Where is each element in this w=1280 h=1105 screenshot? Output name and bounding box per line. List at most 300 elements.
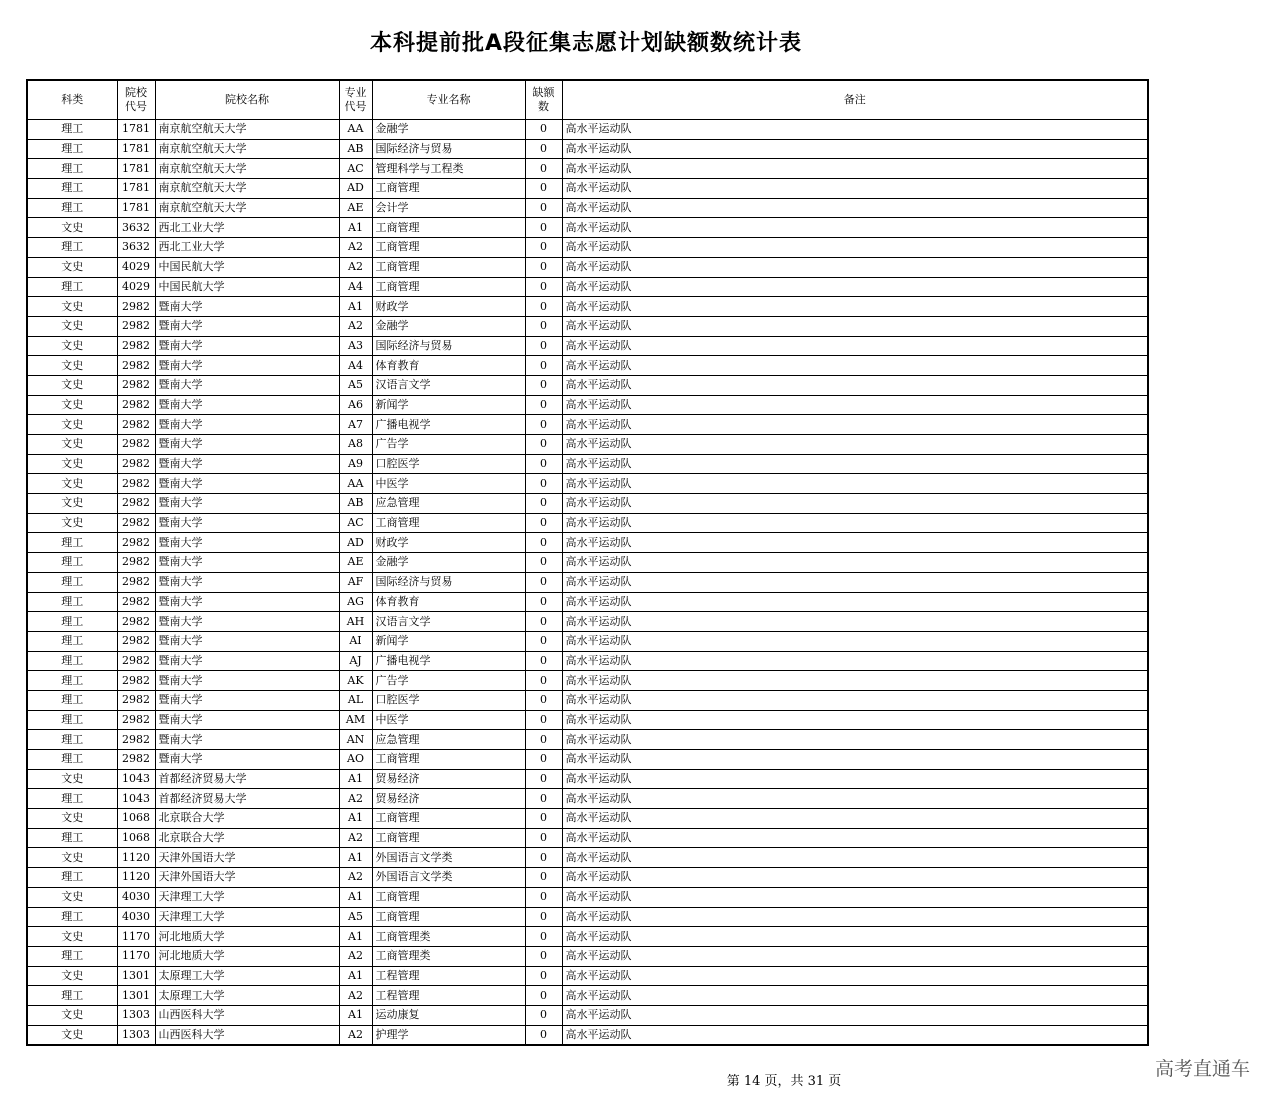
- cell-school-name: 中国民航大学: [155, 257, 339, 277]
- cell-shortfall: 0: [525, 454, 562, 474]
- cell-major-code: A1: [339, 887, 372, 907]
- cell-school-code: 2982: [117, 730, 155, 750]
- cell-shortfall: 0: [525, 1025, 562, 1045]
- cell-category: 文史: [27, 809, 117, 829]
- table-row: [27, 750, 1148, 770]
- header-school-name: 院校名称: [155, 80, 339, 120]
- cell-school-code: 2982: [117, 690, 155, 710]
- cell-school-name: 暨南大学: [155, 316, 339, 336]
- cell-shortfall: 0: [525, 375, 562, 395]
- cell-major-name: 汉语言文学: [372, 612, 525, 632]
- cell-major-code: A3: [339, 336, 372, 356]
- cell-major-code: AI: [339, 631, 372, 651]
- cell-major-name: 财政学: [372, 297, 525, 317]
- header-major-name: 专业名称: [372, 80, 525, 120]
- table-row: [27, 179, 1148, 199]
- cell-school-code: 1781: [117, 179, 155, 199]
- cell-school-name: 暨南大学: [155, 750, 339, 770]
- cell-shortfall: 0: [525, 986, 562, 1006]
- cell-school-name: 暨南大学: [155, 513, 339, 533]
- cell-school-name: 暨南大学: [155, 730, 339, 750]
- cell-school-code: 1301: [117, 986, 155, 1006]
- cell-major-code: A7: [339, 415, 372, 435]
- cell-remarks: 高水平运动队: [562, 435, 1148, 455]
- cell-major-name: 工商管理: [372, 887, 525, 907]
- cell-remarks: 高水平运动队: [562, 986, 1148, 1006]
- cell-major-code: A1: [339, 809, 372, 829]
- cell-major-code: AD: [339, 533, 372, 553]
- cell-shortfall: 0: [525, 887, 562, 907]
- table-row: [27, 553, 1148, 573]
- cell-school-code: 1068: [117, 828, 155, 848]
- cell-category: 文史: [27, 375, 117, 395]
- cell-shortfall: 0: [525, 966, 562, 986]
- cell-school-name: 天津外国语大学: [155, 848, 339, 868]
- table-row: [27, 375, 1148, 395]
- cell-remarks: 高水平运动队: [562, 966, 1148, 986]
- table-row: [27, 671, 1148, 691]
- cell-major-code: AG: [339, 592, 372, 612]
- cell-shortfall: 0: [525, 356, 562, 376]
- cell-remarks: 高水平运动队: [562, 927, 1148, 947]
- cell-school-code: 2982: [117, 513, 155, 533]
- cell-major-name: 广告学: [372, 435, 525, 455]
- cell-school-name: 暨南大学: [155, 533, 339, 553]
- cell-major-name: 管理科学与工程类: [372, 159, 525, 179]
- cell-school-code: 2982: [117, 533, 155, 553]
- cell-major-code: A5: [339, 375, 372, 395]
- cell-major-name: 中医学: [372, 710, 525, 730]
- cell-category: 文史: [27, 297, 117, 317]
- cell-remarks: 高水平运动队: [562, 868, 1148, 888]
- cell-shortfall: 0: [525, 710, 562, 730]
- cell-category: 文史: [27, 1025, 117, 1045]
- cell-major-name: 工商管理: [372, 218, 525, 238]
- cell-school-name: 河北地质大学: [155, 946, 339, 966]
- cell-school-name: 暨南大学: [155, 474, 339, 494]
- cell-school-code: 2982: [117, 651, 155, 671]
- table-row: [27, 513, 1148, 533]
- cell-school-code: 1781: [117, 159, 155, 179]
- table-row: [27, 316, 1148, 336]
- cell-category: 文史: [27, 927, 117, 947]
- cell-major-code: AB: [339, 139, 372, 159]
- cell-remarks: 高水平运动队: [562, 277, 1148, 297]
- cell-school-code: 4029: [117, 277, 155, 297]
- cell-category: 文史: [27, 395, 117, 415]
- cell-school-name: 北京联合大学: [155, 809, 339, 829]
- cell-shortfall: 0: [525, 612, 562, 632]
- table-body: [27, 120, 1148, 1046]
- cell-shortfall: 0: [525, 690, 562, 710]
- cell-major-code: A4: [339, 277, 372, 297]
- cell-school-name: 暨南大学: [155, 395, 339, 415]
- cell-shortfall: 0: [525, 809, 562, 829]
- cell-shortfall: 0: [525, 277, 562, 297]
- cell-major-code: A9: [339, 454, 372, 474]
- cell-major-name: 护理学: [372, 1025, 525, 1045]
- cell-major-name: 工商管理: [372, 257, 525, 277]
- cell-category: 理工: [27, 533, 117, 553]
- cell-school-name: 暨南大学: [155, 671, 339, 691]
- cell-school-name: 首都经济贸易大学: [155, 789, 339, 809]
- cell-category: 理工: [27, 592, 117, 612]
- cell-major-name: 新闻学: [372, 631, 525, 651]
- table-row: [27, 198, 1148, 218]
- cell-shortfall: 0: [525, 651, 562, 671]
- cell-major-code: A1: [339, 848, 372, 868]
- cell-major-code: A2: [339, 1025, 372, 1045]
- cell-category: 文史: [27, 966, 117, 986]
- page-title: 本科提前批A段征集志愿计划缺额数统计表: [369, 31, 803, 56]
- cell-school-code: 2982: [117, 474, 155, 494]
- cell-major-code: A2: [339, 946, 372, 966]
- cell-category: 文史: [27, 336, 117, 356]
- cell-major-code: AO: [339, 750, 372, 770]
- cell-remarks: 高水平运动队: [562, 592, 1148, 612]
- cell-remarks: 高水平运动队: [562, 218, 1148, 238]
- cell-major-code: AD: [339, 179, 372, 199]
- cell-major-name: 金融学: [372, 316, 525, 336]
- cell-category: 理工: [27, 828, 117, 848]
- cell-category: 理工: [27, 179, 117, 199]
- cell-remarks: 高水平运动队: [562, 198, 1148, 218]
- cell-school-name: 南京航空航天大学: [155, 179, 339, 199]
- cell-school-code: 2982: [117, 671, 155, 691]
- cell-major-code: A5: [339, 907, 372, 927]
- cell-major-code: AE: [339, 553, 372, 573]
- cell-major-name: 工商管理: [372, 513, 525, 533]
- cell-school-code: 4029: [117, 257, 155, 277]
- cell-category: 理工: [27, 159, 117, 179]
- cell-school-name: 河北地质大学: [155, 927, 339, 947]
- cell-major-code: AJ: [339, 651, 372, 671]
- cell-category: 理工: [27, 553, 117, 573]
- cell-school-name: 山西医科大学: [155, 1005, 339, 1025]
- cell-category: 理工: [27, 277, 117, 297]
- table-row: [27, 946, 1148, 966]
- cell-shortfall: 0: [525, 533, 562, 553]
- table-row: [27, 435, 1148, 455]
- cell-school-code: 2982: [117, 454, 155, 474]
- table-row: [27, 927, 1148, 947]
- cell-major-code: A2: [339, 316, 372, 336]
- cell-school-name: 暨南大学: [155, 356, 339, 376]
- cell-school-name: 南京航空航天大学: [155, 139, 339, 159]
- cell-major-name: 工商管理类: [372, 927, 525, 947]
- cell-shortfall: 0: [525, 238, 562, 258]
- cell-school-name: 暨南大学: [155, 710, 339, 730]
- cell-shortfall: 0: [525, 474, 562, 494]
- cell-major-code: AL: [339, 690, 372, 710]
- cell-major-name: 工商管理: [372, 179, 525, 199]
- cell-school-code: 2982: [117, 356, 155, 376]
- cell-school-code: 2982: [117, 553, 155, 573]
- cell-major-name: 广播电视学: [372, 415, 525, 435]
- cell-major-code: AH: [339, 612, 372, 632]
- cell-category: 理工: [27, 238, 117, 258]
- cell-remarks: 高水平运动队: [562, 730, 1148, 750]
- cell-school-name: 暨南大学: [155, 612, 339, 632]
- table-row: [27, 612, 1148, 632]
- cell-remarks: 高水平运动队: [562, 789, 1148, 809]
- cell-school-name: 天津外国语大学: [155, 868, 339, 888]
- cell-shortfall: 0: [525, 120, 562, 140]
- cell-category: 理工: [27, 946, 117, 966]
- cell-remarks: 高水平运动队: [562, 1025, 1148, 1045]
- cell-remarks: 高水平运动队: [562, 1005, 1148, 1025]
- cell-remarks: 高水平运动队: [562, 179, 1148, 199]
- table-row: [27, 336, 1148, 356]
- table-row: [27, 494, 1148, 514]
- cell-shortfall: 0: [525, 336, 562, 356]
- cell-remarks: 高水平运动队: [562, 907, 1148, 927]
- cell-shortfall: 0: [525, 415, 562, 435]
- table-row: [27, 887, 1148, 907]
- watermark: 高考直通车: [1154, 1058, 1250, 1080]
- cell-major-code: A1: [339, 1005, 372, 1025]
- cell-category: 理工: [27, 789, 117, 809]
- table-row: [27, 297, 1148, 317]
- table-row: [27, 533, 1148, 553]
- cell-shortfall: 0: [525, 750, 562, 770]
- table-row: [27, 651, 1148, 671]
- cell-major-code: AN: [339, 730, 372, 750]
- cell-remarks: 高水平运动队: [562, 159, 1148, 179]
- cell-shortfall: 0: [525, 159, 562, 179]
- cell-category: 文史: [27, 513, 117, 533]
- cell-major-name: 工商管理: [372, 828, 525, 848]
- cell-shortfall: 0: [525, 218, 562, 238]
- cell-school-code: 1303: [117, 1025, 155, 1045]
- cell-major-code: A1: [339, 297, 372, 317]
- cell-school-name: 南京航空航天大学: [155, 159, 339, 179]
- cell-major-name: 会计学: [372, 198, 525, 218]
- cell-category: 理工: [27, 120, 117, 140]
- cell-school-name: 太原理工大学: [155, 986, 339, 1006]
- cell-major-name: 运动康复: [372, 1005, 525, 1025]
- cell-major-code: A1: [339, 769, 372, 789]
- cell-shortfall: 0: [525, 198, 562, 218]
- table-row: [27, 769, 1148, 789]
- cell-category: 文史: [27, 769, 117, 789]
- cell-major-code: A2: [339, 789, 372, 809]
- cell-major-code: A1: [339, 927, 372, 947]
- table-row: [27, 572, 1148, 592]
- cell-shortfall: 0: [525, 297, 562, 317]
- cell-category: 理工: [27, 868, 117, 888]
- cell-school-name: 暨南大学: [155, 494, 339, 514]
- cell-school-name: 暨南大学: [155, 375, 339, 395]
- cell-shortfall: 0: [525, 828, 562, 848]
- cell-school-name: 暨南大学: [155, 435, 339, 455]
- cell-school-name: 暨南大学: [155, 454, 339, 474]
- cell-remarks: 高水平运动队: [562, 513, 1148, 533]
- cell-school-code: 2982: [117, 572, 155, 592]
- header-school-code: 院校代号: [117, 80, 155, 120]
- cell-shortfall: 0: [525, 494, 562, 514]
- cell-remarks: 高水平运动队: [562, 375, 1148, 395]
- cell-shortfall: 0: [525, 848, 562, 868]
- cell-major-code: A2: [339, 257, 372, 277]
- cell-major-name: 工程管理: [372, 986, 525, 1006]
- cell-major-code: A2: [339, 828, 372, 848]
- table-row: [27, 454, 1148, 474]
- cell-category: 文史: [27, 887, 117, 907]
- cell-major-name: 国际经济与贸易: [372, 336, 525, 356]
- cell-school-name: 山西医科大学: [155, 1025, 339, 1045]
- shortfall-table: [26, 79, 1149, 1046]
- table-row: [27, 868, 1148, 888]
- cell-category: 理工: [27, 612, 117, 632]
- cell-school-code: 3632: [117, 238, 155, 258]
- cell-remarks: 高水平运动队: [562, 612, 1148, 632]
- table-row: [27, 257, 1148, 277]
- cell-remarks: 高水平运动队: [562, 238, 1148, 258]
- table-row: [27, 139, 1148, 159]
- cell-remarks: 高水平运动队: [562, 336, 1148, 356]
- cell-school-code: 1781: [117, 120, 155, 140]
- cell-major-name: 口腔医学: [372, 454, 525, 474]
- cell-school-code: 2982: [117, 710, 155, 730]
- header-category: 科类: [27, 80, 117, 120]
- cell-shortfall: 0: [525, 927, 562, 947]
- cell-major-code: A8: [339, 435, 372, 455]
- cell-school-code: 2982: [117, 631, 155, 651]
- table-row: [27, 356, 1148, 376]
- cell-school-code: 2982: [117, 316, 155, 336]
- table-row: [27, 1025, 1148, 1045]
- cell-major-code: A1: [339, 966, 372, 986]
- cell-school-code: 1043: [117, 769, 155, 789]
- cell-category: 文史: [27, 218, 117, 238]
- cell-category: 文史: [27, 1005, 117, 1025]
- cell-school-code: 2982: [117, 612, 155, 632]
- table-row: [27, 592, 1148, 612]
- cell-school-code: 2982: [117, 336, 155, 356]
- cell-remarks: 高水平运动队: [562, 809, 1148, 829]
- cell-remarks: 高水平运动队: [562, 848, 1148, 868]
- header-shortfall: 缺额数: [525, 80, 562, 120]
- cell-category: 文史: [27, 474, 117, 494]
- cell-category: 文史: [27, 494, 117, 514]
- cell-remarks: 高水平运动队: [562, 494, 1148, 514]
- cell-shortfall: 0: [525, 789, 562, 809]
- cell-major-name: 工商管理: [372, 238, 525, 258]
- cell-category: 理工: [27, 730, 117, 750]
- cell-shortfall: 0: [525, 513, 562, 533]
- cell-school-name: 暨南大学: [155, 336, 339, 356]
- cell-shortfall: 0: [525, 631, 562, 651]
- cell-category: 理工: [27, 139, 117, 159]
- cell-category: 理工: [27, 710, 117, 730]
- cell-major-name: 应急管理: [372, 494, 525, 514]
- cell-category: 理工: [27, 631, 117, 651]
- cell-school-name: 中国民航大学: [155, 277, 339, 297]
- cell-category: 理工: [27, 198, 117, 218]
- cell-major-code: A4: [339, 356, 372, 376]
- cell-school-code: 2982: [117, 494, 155, 514]
- cell-major-name: 口腔医学: [372, 690, 525, 710]
- cell-school-code: 2982: [117, 435, 155, 455]
- cell-school-name: 天津理工大学: [155, 907, 339, 927]
- cell-shortfall: 0: [525, 671, 562, 691]
- cell-school-name: 暨南大学: [155, 297, 339, 317]
- cell-shortfall: 0: [525, 572, 562, 592]
- table-row: [27, 828, 1148, 848]
- cell-shortfall: 0: [525, 179, 562, 199]
- cell-major-name: 工商管理: [372, 809, 525, 829]
- table-row: [27, 690, 1148, 710]
- cell-major-name: 国际经济与贸易: [372, 572, 525, 592]
- cell-major-code: A1: [339, 218, 372, 238]
- cell-shortfall: 0: [525, 868, 562, 888]
- cell-remarks: 高水平运动队: [562, 474, 1148, 494]
- cell-school-name: 暨南大学: [155, 553, 339, 573]
- page-footer: 第 14 页，共 31 页: [726, 1074, 842, 1089]
- table-row: [27, 730, 1148, 750]
- cell-school-code: 1120: [117, 848, 155, 868]
- cell-school-code: 1301: [117, 966, 155, 986]
- cell-school-name: 暨南大学: [155, 631, 339, 651]
- cell-major-name: 金融学: [372, 120, 525, 140]
- cell-major-name: 外国语言文学类: [372, 848, 525, 868]
- table-row: [27, 277, 1148, 297]
- cell-shortfall: 0: [525, 435, 562, 455]
- header-major-code: 专业代号: [339, 80, 372, 120]
- cell-remarks: 高水平运动队: [562, 139, 1148, 159]
- cell-category: 理工: [27, 690, 117, 710]
- cell-school-code: 2982: [117, 375, 155, 395]
- cell-major-code: AK: [339, 671, 372, 691]
- table-header-row: [27, 80, 1148, 120]
- cell-major-name: 财政学: [372, 533, 525, 553]
- cell-school-code: 4030: [117, 907, 155, 927]
- cell-school-name: 南京航空航天大学: [155, 120, 339, 140]
- cell-major-code: AC: [339, 513, 372, 533]
- table-row: [27, 218, 1148, 238]
- cell-category: 文史: [27, 848, 117, 868]
- cell-school-name: 暨南大学: [155, 415, 339, 435]
- cell-major-name: 工商管理类: [372, 946, 525, 966]
- cell-category: 理工: [27, 986, 117, 1006]
- table-row: [27, 631, 1148, 651]
- table-row: [27, 474, 1148, 494]
- table-row: [27, 395, 1148, 415]
- cell-category: 文史: [27, 356, 117, 376]
- cell-shortfall: 0: [525, 257, 562, 277]
- cell-remarks: 高水平运动队: [562, 769, 1148, 789]
- cell-school-name: 天津理工大学: [155, 887, 339, 907]
- cell-major-code: AB: [339, 494, 372, 514]
- cell-school-code: 1303: [117, 1005, 155, 1025]
- cell-major-name: 工商管理: [372, 750, 525, 770]
- cell-major-code: AA: [339, 474, 372, 494]
- cell-school-code: 1068: [117, 809, 155, 829]
- cell-school-code: 2982: [117, 415, 155, 435]
- table-row: [27, 848, 1148, 868]
- cell-remarks: 高水平运动队: [562, 828, 1148, 848]
- table-row: [27, 710, 1148, 730]
- cell-remarks: 高水平运动队: [562, 750, 1148, 770]
- cell-major-name: 工程管理: [372, 966, 525, 986]
- cell-major-name: 中医学: [372, 474, 525, 494]
- table-row: [27, 120, 1148, 140]
- cell-major-name: 广播电视学: [372, 651, 525, 671]
- cell-remarks: 高水平运动队: [562, 631, 1148, 651]
- cell-school-code: 2982: [117, 750, 155, 770]
- cell-major-code: A2: [339, 986, 372, 1006]
